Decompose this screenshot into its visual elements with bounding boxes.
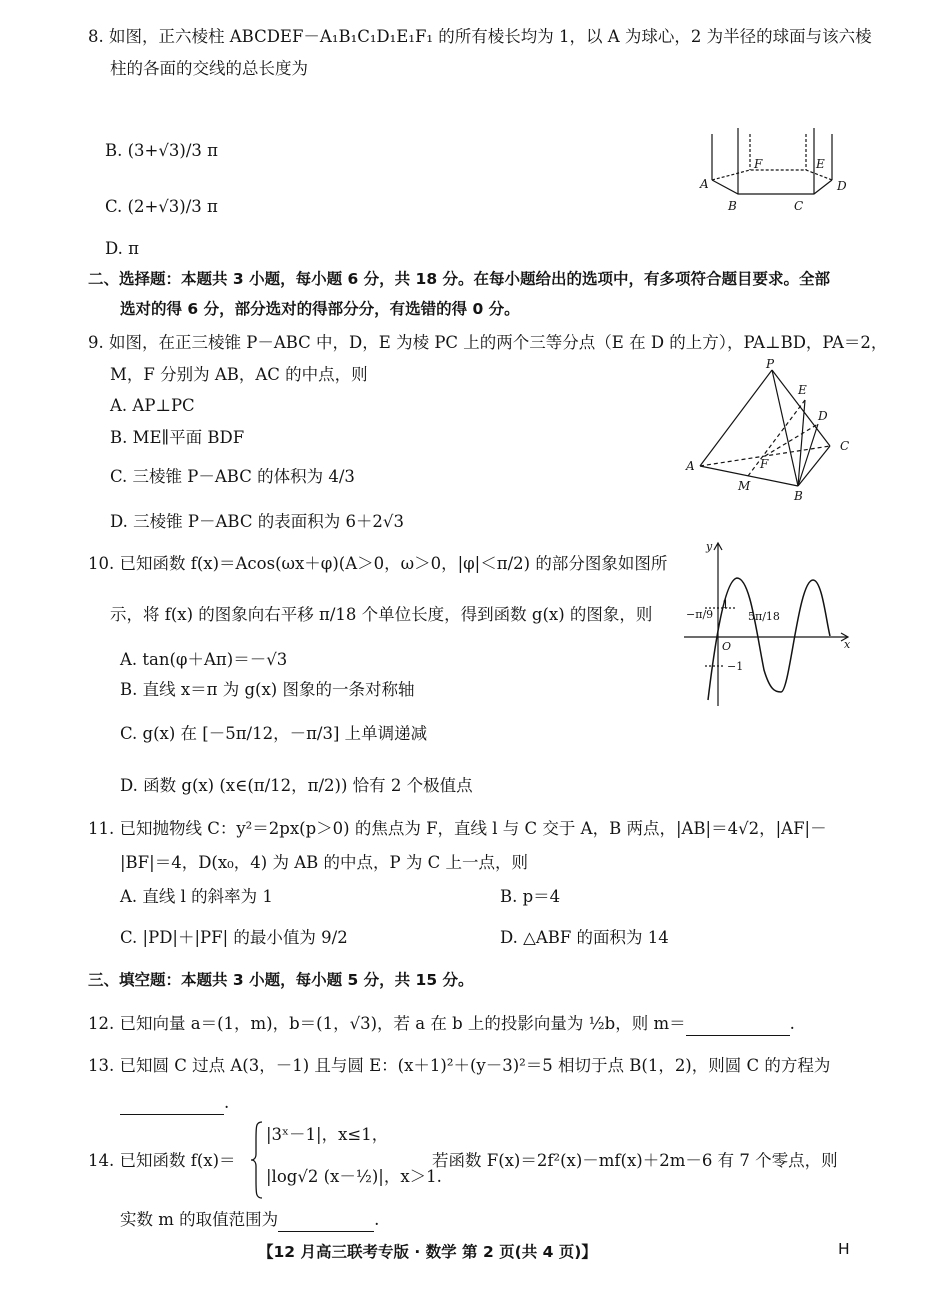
q10-label-minus-one: −1 xyxy=(727,660,744,673)
q9-line1: 9. 如图，在正三棱锥 P－ABC 中，D，E 为棱 PC 上的两个三等分点（E 在 D 的上方），PA⊥BD，PA＝2， xyxy=(88,333,888,352)
q14-tail: . xyxy=(374,1210,380,1229)
q9-option-b: B. ME∥平面 BDF xyxy=(110,428,245,447)
q14-case-1: |3ˣ－1|，x≤1， xyxy=(266,1125,389,1144)
q14-line1-rest: 若函数 F(x)＝2f²(x)－mf(x)＋2m－6 有 7 个零点，则 xyxy=(432,1151,838,1170)
q14-text: 实数 m 的取值范围为 xyxy=(120,1210,279,1229)
q14-answer-blank[interactable] xyxy=(278,1209,374,1232)
q10-label-x: x xyxy=(844,638,851,651)
q9-label-b: B xyxy=(794,489,803,502)
q9-option-a: A. AP⊥PC xyxy=(110,396,195,415)
q13-answer-blank[interactable] xyxy=(120,1092,224,1115)
q12-tail: . xyxy=(789,1014,795,1033)
q9-label-d: D xyxy=(818,409,828,423)
q14-case-2: |log√2 (x－½)|，x＞1. xyxy=(266,1167,442,1186)
q10-label-y: y xyxy=(706,540,713,553)
q8-line1: 8. 如图，正六棱柱 ABCDEF－A₁B₁C₁D₁E₁F₁ 的所有棱长均为 1，以 A 为球心，2 为半径的球面与该六棱 xyxy=(88,27,872,46)
q8-hexagonal-prism-figure xyxy=(690,128,860,218)
q10-function-graph xyxy=(680,540,855,710)
q11-line2: |BF|＝4，D(x₀，4) 为 AB 的中点，P 为 C 上一点，则 xyxy=(120,853,528,872)
q10-label-5pi-18: 5π/18 xyxy=(748,610,780,623)
q8-option-d: D. π xyxy=(105,239,139,258)
q9-label-e: E xyxy=(798,383,807,397)
q14-line2 xyxy=(120,1209,379,1232)
q10-option-b: B. 直线 x＝π 为 g(x) 图象的一条对称轴 xyxy=(120,680,415,699)
q11-option-b: B. p＝4 xyxy=(500,887,561,906)
q9-label-a: A xyxy=(686,459,695,473)
q9-label-c: C xyxy=(840,439,850,453)
q8-label-f: F xyxy=(754,157,763,171)
q8-option-c: C. (2+√3)/3 π xyxy=(105,197,218,216)
q12-text: 12. 已知向量 a＝(1，m)，b＝(1，√3)，若 a 在 b 上的投影向量为 ½b，则 m＝ xyxy=(88,1014,686,1033)
q13-line1: 13. 已知圆 C 过点 A(3，－1) 且与圆 E：(x＋1)²＋(y－3)²＝5 相切于点 B(1，2)，则圆 C 的方程为 xyxy=(88,1056,831,1075)
q10-label-minus-pi-9: −π/9 xyxy=(686,608,714,621)
q10-line2: 示，将 f(x) 的图象向右平移 π/18 个单位长度，得到函数 g(x) 的图象，则 xyxy=(110,605,653,624)
q8-label-e: E xyxy=(816,157,825,171)
q14-prefix: 14. 已知函数 f(x)＝ xyxy=(88,1151,236,1170)
page-footer: 【12 月高三联考专版 · 数学 第 2 页(共 4 页)】 xyxy=(258,1243,597,1261)
section2-line1: 二、选择题：本题共 3 小题，每小题 6 分，共 18 分。在每小题给出的选项中，有多项符合题目要求。全部 xyxy=(88,270,831,288)
q9-label-f: F xyxy=(760,457,769,471)
q8-label-b: B xyxy=(728,199,737,213)
q14-left-brace xyxy=(250,1120,264,1200)
q11-option-d: D. △ABF 的面积为 14 xyxy=(500,928,669,947)
q13-line2 xyxy=(120,1092,229,1115)
q8-label-a: A xyxy=(700,177,709,191)
q9-label-m: M xyxy=(738,479,751,493)
q10-option-a: A. tan(φ＋Aπ)＝－√3 xyxy=(120,650,288,669)
q11-line1: 11. 已知抛物线 C：y²＝2px(p＞0) 的焦点为 F，直线 l 与 C 交于 A，B 两点，|AB|＝4√2，|AF|－ xyxy=(88,819,827,838)
q11-option-a: A. 直线 l 的斜率为 1 xyxy=(120,887,273,906)
q12-answer-blank[interactable] xyxy=(686,1013,790,1036)
q9-tetrahedron-figure xyxy=(680,356,860,502)
q9-line2: M，F 分别为 AB，AC 的中点，则 xyxy=(110,365,368,384)
q11-option-c: C. |PD|＋|PF| 的最小值为 9/2 xyxy=(120,928,348,947)
q12-line xyxy=(88,1013,795,1036)
q10-option-d: D. 函数 g(x) (x∈(π/12，π/2)) 恰有 2 个极值点 xyxy=(120,776,473,795)
q10-label-one: 1 xyxy=(722,598,729,611)
q10-line1: 10. 已知函数 f(x)＝Acos(ωx＋φ)(A＞0，ω＞0，|φ|＜π/2) 的部分图象如图所 xyxy=(88,554,668,573)
footer-mark: H xyxy=(838,1240,850,1258)
q8-label-c: C xyxy=(794,199,804,213)
q10-option-c: C. g(x) 在 [－5π/12，－π/3] 上单调递减 xyxy=(120,724,428,743)
q9-option-d: D. 三棱锥 P－ABC 的表面积为 6＋2√3 xyxy=(110,512,404,531)
section2-line2: 选对的得 6 分，部分选对的得部分分，有选错的得 0 分。 xyxy=(120,300,520,318)
q8-label-d: D xyxy=(837,179,847,193)
q9-label-p: P xyxy=(766,357,775,371)
q8-line2: 柱的各面的交线的总长度为 xyxy=(110,59,308,78)
q8-option-b: B. (3+√3)/3 π xyxy=(105,141,218,160)
q13-tail: . xyxy=(224,1093,230,1112)
q9-option-c: C. 三棱锥 P－ABC 的体积为 4/3 xyxy=(110,467,355,486)
section3-heading: 三、填空题：本题共 3 小题，每小题 5 分，共 15 分。 xyxy=(88,971,474,989)
q10-label-origin: O xyxy=(722,640,732,653)
